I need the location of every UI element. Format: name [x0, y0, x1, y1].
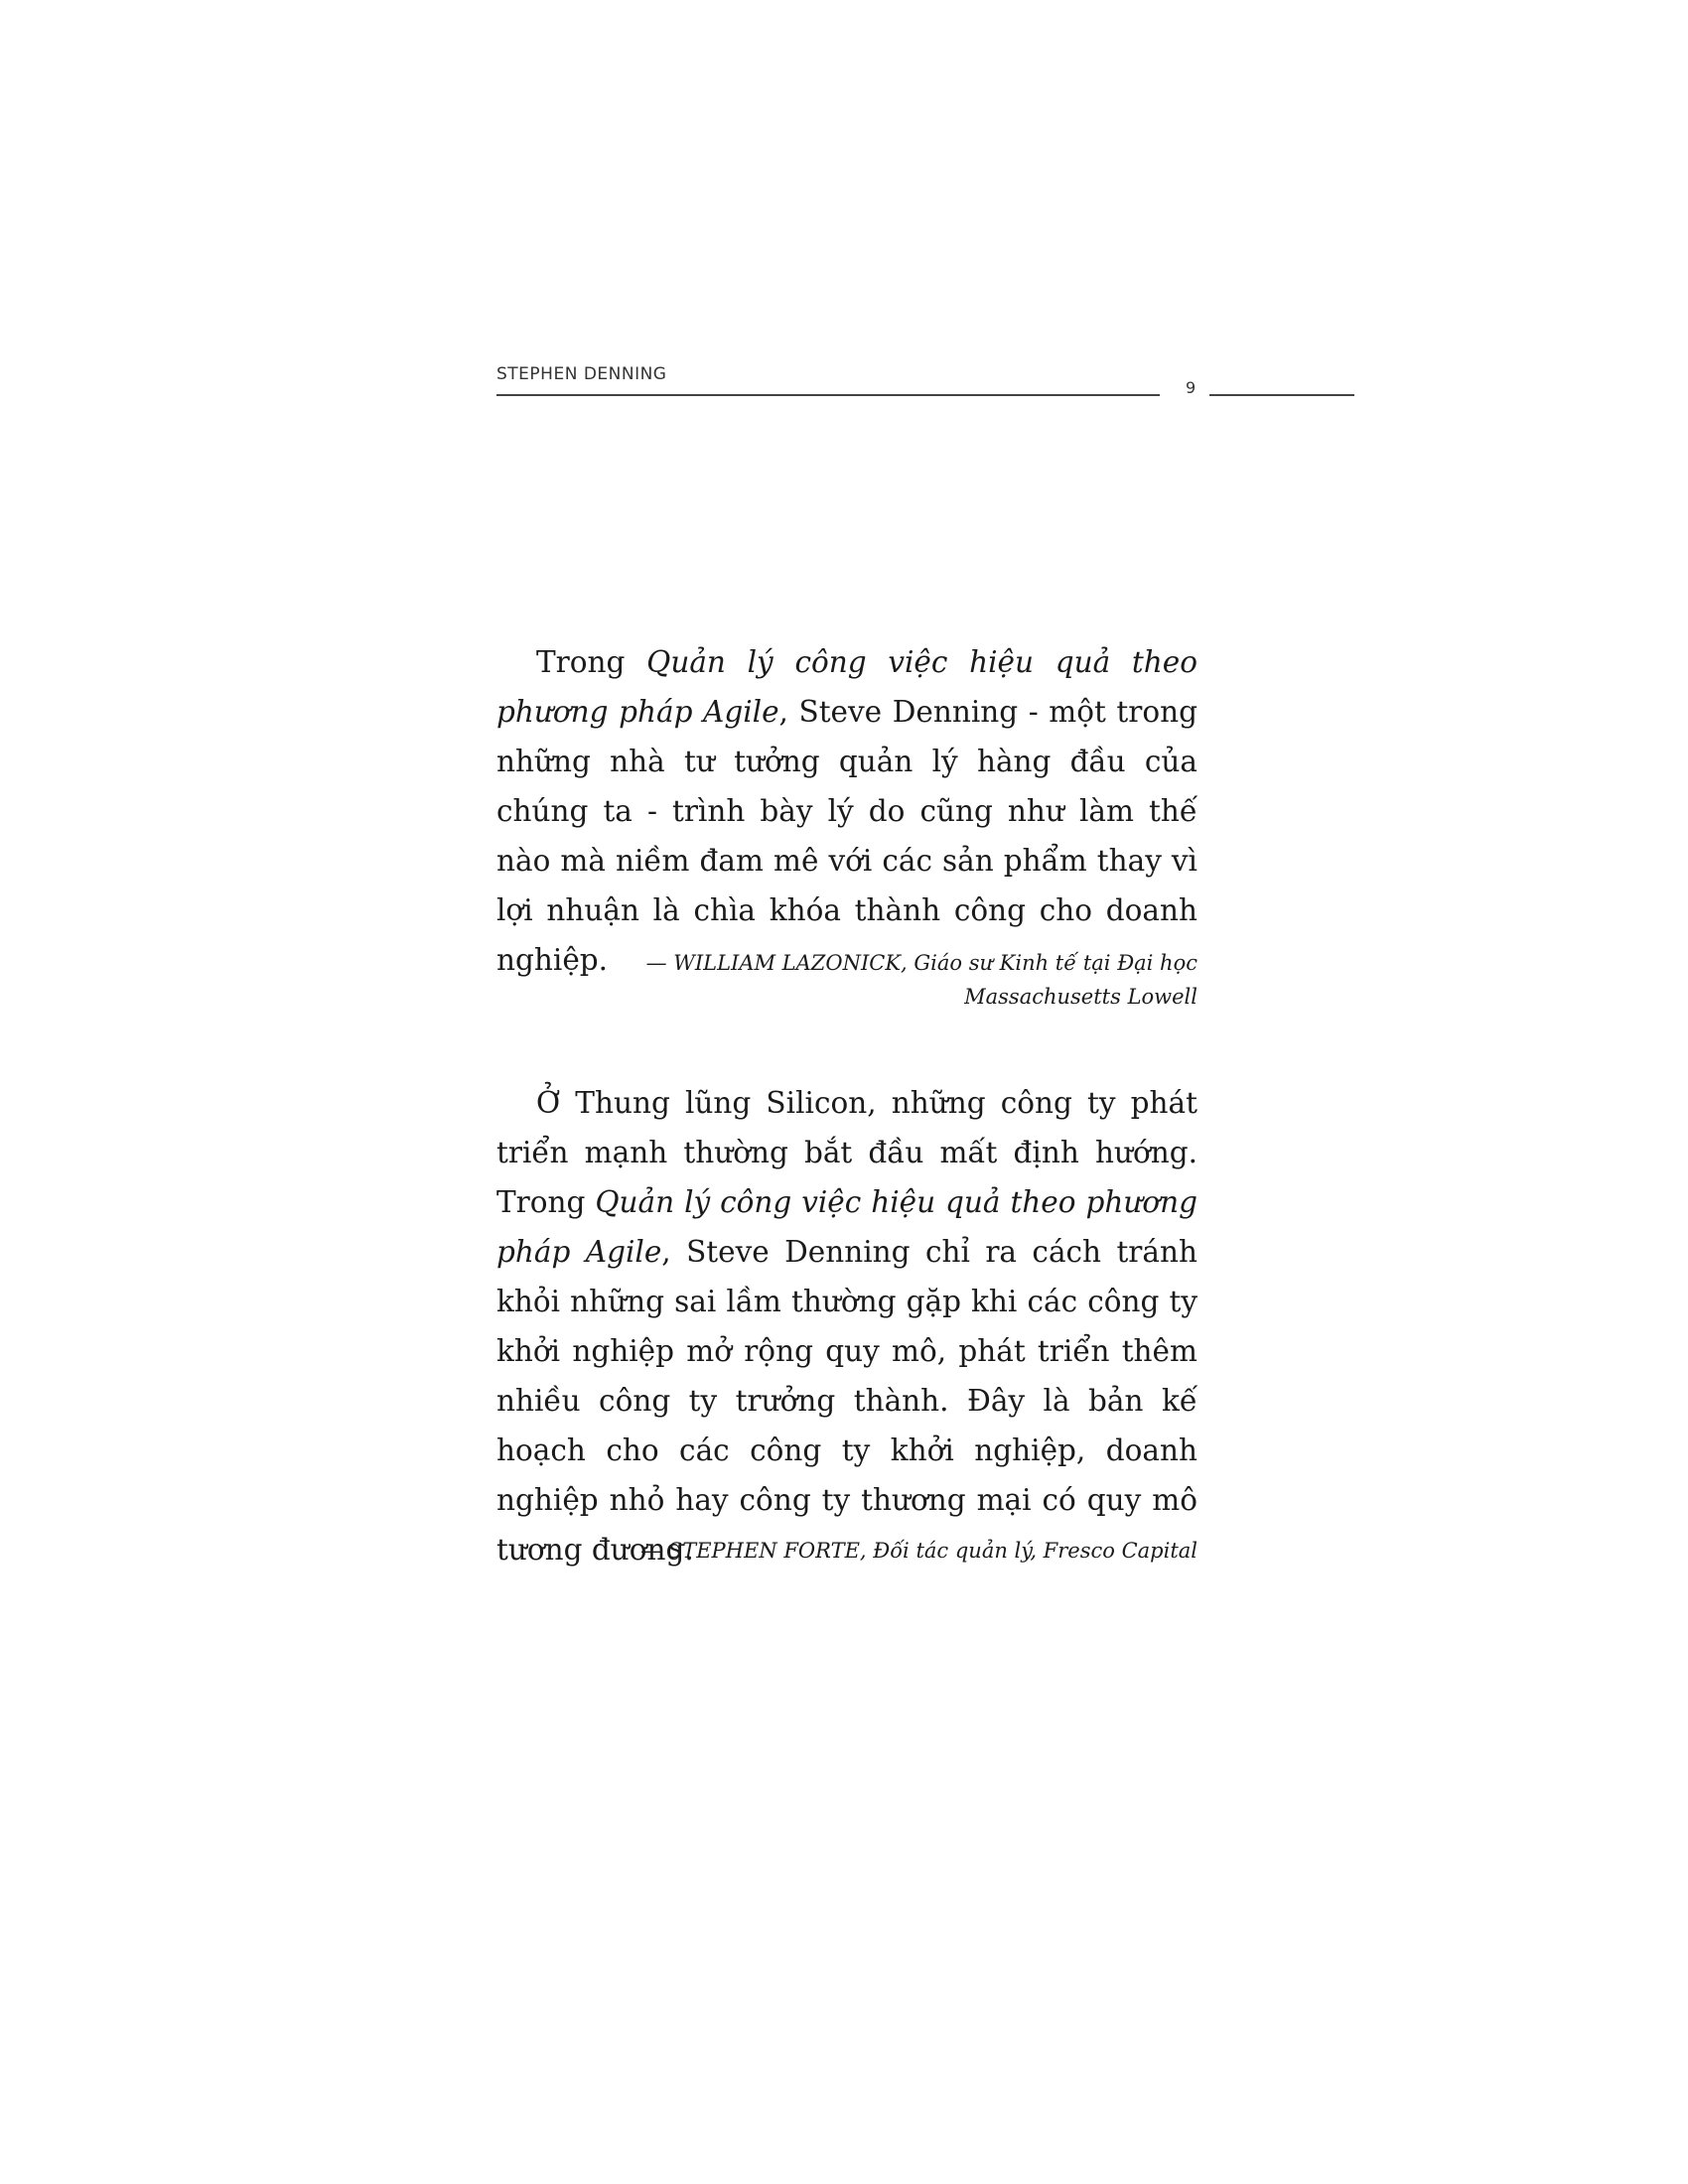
- attribution-line: Massachusetts Lowell: [964, 985, 1197, 1009]
- endorsement-body: , Steve Denning chỉ ra cách tránh khỏi những sai lầm thường gặp khi các công ty khởi nghiệp mở rộng quy mô, phát triển thêm nhiều công ty trưởng thành. Đây là bản kế hoạch cho các công ty khởi nghiệp, doanh nghiệp nhỏ hay công ty thương mại có quy mô tương đương.: [496, 1235, 1197, 1567]
- endorsement-attribution-2: [640, 1534, 1197, 1568]
- endorsement-blurb-1: [496, 637, 1197, 985]
- endorsement-body: , Steve Denning - một trong những nhà tư tưởng quản lý hàng đầu của chúng ta - trình bày lý do cũng như làm thế nào mà niềm đam mê với các sản phẩm thay vì lợi nhuận là chìa khóa thành công cho doanh nghiệp.: [496, 695, 1197, 977]
- endorsement-lead: Trong: [536, 645, 647, 679]
- endorsement-blurb-2: [496, 1078, 1197, 1574]
- endorsement-attribution-1: [646, 946, 1197, 1014]
- book-title: Quản lý công việc hiệu quả theo phương pháp Agile: [496, 645, 1197, 729]
- page-number: 9: [1186, 378, 1196, 397]
- endorsement-lead: Ở Thung lũng Silicon, những công ty phát triển mạnh thường bắt đầu mất định hướng. Trong: [496, 1086, 1197, 1219]
- header-rule: [496, 394, 1160, 396]
- header-author: STEPHEN DENNING: [496, 364, 667, 384]
- attribution-line: — STEPHEN FORTE, Đối tác quản lý, Fresco Capital: [640, 1539, 1197, 1563]
- endorsement-text: [496, 637, 1197, 985]
- book-title: Quản lý công việc hiệu quả theo phương pháp Agile: [496, 1185, 1197, 1269]
- attribution-line: — WILLIAM LAZONICK, Giáo sư Kinh tế tại Đại học: [645, 951, 1197, 975]
- header-rule-right: [1209, 394, 1354, 396]
- endorsement-text: [496, 1078, 1197, 1574]
